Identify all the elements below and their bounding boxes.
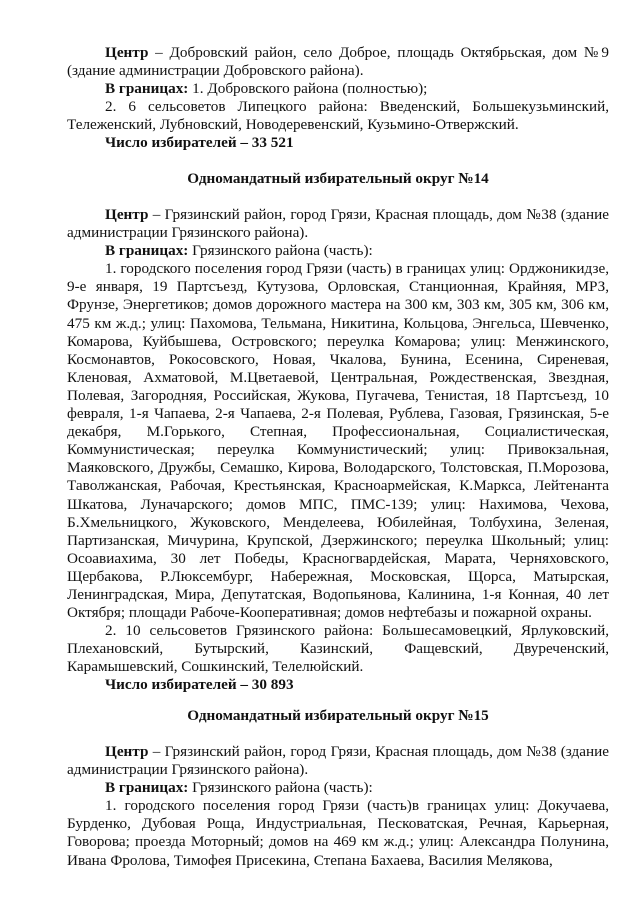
voters-count: Число избирателей – 33 521 xyxy=(105,134,294,152)
district-14-section xyxy=(67,206,609,695)
bounds-text: Грязинского района (часть): xyxy=(188,779,373,797)
district-15-heading: Одномандатный избирательный округ №15 xyxy=(187,707,489,724)
bounds-item: 2. 6 сельсоветов Липецкого района: Введенский, Большекузьминский, Тележенский, Лубновский, Новодеревенский, Кузьмино-Отвержский. xyxy=(67,98,609,134)
bounds-item: 1. городского поселения город Грязи (часть)в границах улиц: Докучаева, Бурденко, Дубовая Роща, Индустриальная, Песковатская, Речная, Карьерная, Говорова; проезда Моторный; домов на 469 км ж.д.; улиц: Александра Полунина, Ивана Фролова, Тимофея Присекина, Степана Бахаева, Василия Мелякова, xyxy=(67,797,609,869)
center-text: – Грязинский район, город Грязи, Красная площадь, дом №38 (здание администрации Грязинского района). xyxy=(67,743,609,779)
center-paragraph xyxy=(67,206,609,242)
voters-count: Число избирателей – 30 893 xyxy=(105,676,294,694)
center-text: – Добровский район, село Доброе, площадь Октябрьская, дом №9 (здание администрации Добровского района). xyxy=(67,44,609,80)
center-label: Центр xyxy=(105,206,149,223)
center-text: – Грязинский район, город Грязи, Красная площадь, дом №38 (здание администрации Грязинского района). xyxy=(67,206,609,242)
bounds-item: 1. городского поселения город Грязи (часть) в границах улиц: Орджоникидзе, 9-е января, 19 Партсъезд, Кутузова, Орловская, Станционная, Крайняя, МРЗ, Фрунзе, Энергетиков; домов дорожного мастера на 300 км, 303 км, 305 км, 306 км, 475 км ж.д.; улиц: Пахомова, Тельмана, Никитина, Кольцова, Энгельса, Шевченко, Комарова, Куйбышева, Островского; переулка Комарова; улиц: Менжинского, Космонавтов, Рокосовского, Новая, Чкалова, Бунина, Есенина, Сиреневая, Кленовая, Ахматовой, М.Цветаевой, Центральная, Рождественская, Звездная, Полевая, Загородняя, Российская, Жукова, Пугачева, Тенистая, 18 Партсъезд, 10 февраля, 1-я Чапаева, 2-я Чапаева, 2-я Полевая, Рублева, Газовая, Грязинская, 5-е декабря, М.Горького, Степная, Профессиональная, Социалистическая, Коммунистическая; переулка Коммунистический; улиц: Привокзальная, Маяковского, Дружбы, Семашко, Кирова, Володарского, Толстовская, П.Морозова, Таволжанская, Рабочая, Крестьянская, Красноармейская, К.Маркса, Лейтенанта Шкатова, Луначарского; домов МПС, ПМС-139; улиц: Нахимова, Чехова, Б.Хмельницкого, Жуковского, Менделеева, Юбилейная, Толбухина, Зеленая, Партизанская, Мичурина, Крупской, Дзержинского; переулка Школьный; улиц: Осоавиахима, 30 лет Победы, Красногвардейская, Марата, Черняховского, Щербакова, Р.Люксембург, Набережная, Московская, Щорса, Матырская, Ленинградская, Мира, Депутатская, Водопьянова, Калинина, 1-я Конная, 40 лет Октября; площади Рабоче-Кооперативная; домов нефтебазы и пожарной охраны. xyxy=(67,260,609,622)
bounds-item: 2. 10 сельсоветов Грязинского района: Большесамовецкий, Ярлуковский, Плехановский, Бутырский, Казинский, Фащевский, Двуреченский, Карамышевский, Сошкинский, Телелюйский. xyxy=(67,622,609,676)
bounds-text: Грязинского района (часть): xyxy=(188,242,373,260)
bounds-paragraph xyxy=(67,779,609,797)
district-13-section xyxy=(67,44,609,153)
bounds-label: В границах: xyxy=(105,80,189,98)
bounds-paragraph xyxy=(67,242,609,260)
bounds-label: В границах: xyxy=(105,242,189,260)
center-paragraph xyxy=(67,44,609,80)
center-paragraph xyxy=(67,743,609,779)
district-14-heading: Одномандатный избирательный округ №14 xyxy=(187,170,489,187)
bounds-text: 1. Добровского района (полностью); xyxy=(188,80,428,98)
center-label: Центр xyxy=(105,743,149,760)
bounds-paragraph xyxy=(67,80,609,98)
center-label: Центр xyxy=(105,44,149,61)
bounds-label: В границах: xyxy=(105,779,189,797)
district-15-section xyxy=(67,743,609,870)
